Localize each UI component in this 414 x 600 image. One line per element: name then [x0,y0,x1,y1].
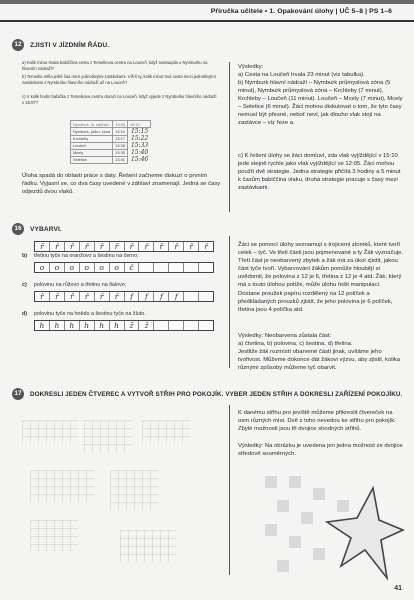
strip-item-instruction: polovinu tyče na hnědo a šestinu tyče na žluto. [34,311,146,317]
fraction-bar-cell[interactable]: ř [154,242,169,251]
task-16-results-title: Výsledky: Neobarvena zůstala část: [238,333,332,339]
fraction-bar[interactable] [34,262,214,273]
grid-paper [110,470,158,510]
timetable-time: 13:35 [113,149,128,156]
timetable-stop: Loučeň [71,142,113,149]
fraction-bar-cell[interactable]: ř [35,242,50,251]
task-17-results: Výsledky: Na obrázku je uvedena jen jedna možnost ze dvojice středově souměrných. [238,443,403,458]
timetable-stop: Mcely [71,149,113,156]
timetable-time: 13:17 [113,135,128,142]
fraction-bar-cell[interactable]: ž [139,321,154,330]
fraction-bar[interactable] [34,320,214,331]
fraction-bar-cell[interactable] [184,321,199,330]
task-12-result-a: a) Cesta na Loučeň trvala 23 minut (viz tabulka). [238,72,365,78]
grid-paper [142,420,190,444]
strip-item-instruction: polovinu na růžovo a třetinu na fialovo; [34,282,127,288]
fraction-bar-cell[interactable] [184,292,199,301]
timetable-header-row [71,121,151,128]
fraction-bar-cell[interactable] [154,321,169,330]
fraction-bar-cell[interactable]: f [125,292,140,301]
table-row [71,142,151,149]
timetable-header-stop: Nymburk, hl. nádraží [71,121,113,128]
strip-item-label: d) [22,311,28,317]
task-12-question-c: c) V kolik hodin babička z Temelkova centra dorazí na Louceň, když vyjede z Nymburku hlavního nádraží v 15:07? [22,94,217,105]
grid-paper [84,420,132,452]
page-number: 41 [394,585,402,592]
fraction-bar-cell[interactable]: h [50,321,65,330]
table-row [71,128,151,136]
task-17-badge: 17 [12,388,24,400]
fraction-bar-cell[interactable]: ř [169,242,184,251]
page-header [0,0,414,34]
room-net-illustration [255,470,405,585]
fraction-bar-cell[interactable]: ř [80,292,95,301]
fraction-bar-cell[interactable] [184,263,199,272]
timetable-handwritten-time: 15:46 [130,156,149,163]
fraction-bar-cell[interactable]: ř [65,292,80,301]
fraction-bar-cell[interactable] [139,263,154,272]
fraction-bar-cell[interactable] [169,263,184,272]
task-12-result-b: b) Nymburk hlavní nádraží – Nymburk průmyslová zóna (5 minut), Nymburk průmyslová zóna – Krchleby (7 minut), Krchleby – Loučeň (11 minut). Loučeň – Mcely (7 minut), Mcely – Seletice (6 minut). Žáci mohou diskutovat o tom, že tyto časy nemusí být přesné, neboť neví, jak dlouho vlak stojí na zastávce – viz řeze a. [238,80,403,127]
timetable-stop: Seletice [71,156,113,163]
table-row [71,156,151,163]
fraction-bar-cell[interactable]: ř [50,242,65,251]
grid-paper [22,420,78,444]
grid-paper [30,470,94,502]
fraction-bar-cell[interactable] [199,263,213,272]
timetable-handwritten-time: 15:33 [130,142,149,149]
fraction-bar-cell[interactable]: ř [125,242,140,251]
task-16-extra: Jestliže žák rozmístí obarvené části jinak, uvítáme jeho tvořivost. Můžeme dokonce dát žákovi výzvu, aby zjistil, kolika různými způsoby můžeme tyč obarvit. [238,349,401,372]
fraction-bar-cell[interactable]: č [125,263,140,272]
task-16-badge: 16 [12,223,24,235]
header-strip [0,0,414,4]
fraction-bar-cell[interactable]: ř [80,242,95,251]
task-12-question-b: b) Temelka měla ještě čas mezi jednotlivými zastávkami. Víš-li ty, kolik minut trvá cesta mezi jednotlivými zastávkami z Nymburku hlavního nádraží až na Louceň? [22,74,216,85]
task-12-badge: 12 [12,39,24,51]
grid-paper [120,530,176,562]
grid-paper [30,520,78,552]
task-12-question-a: a) Kolik minut trvala babiččina cesta z Temelkova centra na Louceň, když nastoupila u Nymburku na hlavním nádraží? [22,60,208,71]
timetable-handwritten-time: 15:15 [130,128,149,135]
fraction-bar-cell[interactable]: ř [35,292,50,301]
table-row [71,149,151,156]
fraction-bar-cell[interactable]: o [110,263,125,272]
table-row [71,135,151,142]
fraction-bar-cell[interactable]: o [35,263,50,272]
task-16-results: a) čtvrtina, b) polovina, c) šestina, d) třetina. [238,341,353,347]
fraction-bar-cell[interactable]: h [65,321,80,330]
fraction-bar-cell[interactable]: f [139,292,154,301]
fraction-bar-cell[interactable]: ř [139,242,154,251]
timetable-handwritten-time: 15:40 [130,149,149,156]
timetable-stop: Krchleby [71,135,113,142]
fraction-bar-cell[interactable]: h [110,321,125,330]
timetable-time: 13:41 [113,156,128,163]
header-rule [0,20,414,22]
task-12-results-title: Výsledky: [238,64,264,70]
fraction-bar-cell[interactable] [199,321,213,330]
strip-item-label: b) [22,253,28,259]
task-12-result-c: c) K řešení úlohy se žáci domluví, zda vlak vyjíždějící v 15:10 jede stejně rychle jako vlak vyjíždějící ve 12:05. Žáci mohou použít dvě strategie. Jedna strategie přičítá 3 hodiny a 5 minut k časům babiččina vlaku, druhá strategie pracuje s časy mezi zastávkami. [238,153,401,192]
column-divider-middle [229,236,230,368]
column-divider-top [229,62,230,212]
task-17-title: DOKRESLI JEDEN ČTVEREC A VYTVOŘ STŘIH PRO POKOJÍK. VYBER JEDEN STŘIH A DOKRESLI ZAŘÍZENÍ POKOJÍKU. [30,391,403,398]
fraction-bar[interactable] [34,241,214,252]
timetable-header-time-1: 13:06 [113,121,128,128]
fraction-bar-cell[interactable]: ř [184,242,199,251]
strip-item-instruction: třetinu tyče na oranžovo a šestinu na černo; [34,253,139,259]
timetable-stop: Nymburk, prům. zóna [71,128,113,136]
fraction-bar-cell[interactable]: f [154,292,169,301]
fraction-bar-cell[interactable]: o [80,263,95,272]
fraction-bar-cell[interactable] [169,321,184,330]
fraction-bar-cell[interactable]: ř [110,242,125,251]
fraction-bar-cell[interactable]: ř [204,242,208,251]
fraction-bar-cell[interactable]: o [50,263,65,272]
timetable-time: 13:28 [113,142,128,149]
fraction-bar-cell[interactable]: ř [110,292,125,301]
task-17-explanation: K danému střihu pro jevíště můžeme přikreslit čtvereček na osm různých míst. Dvě z toho nevedou ke střihu pro pokojík. Zbylé možnosti jsou tři dvojice shodných střihů. [238,410,396,433]
header-title: Příručka učitele • 1. Opakování úlohy | UČ 5–8 | PS 1–6 [210,8,392,15]
fraction-bar-cell[interactable]: ř [50,292,65,301]
fraction-bar-cell[interactable]: ř [95,292,110,301]
fraction-bar-cell[interactable]: ř [95,242,110,251]
timetable [70,120,151,164]
task-12-explanation: Úloha spadá do oblasti práce s daty. Řešení začneme diskuzí o prvním řádku. Vyjasní se, co dva časy uvedené v záhlaví znamenají. Jedná se časy odjezdů dvou vlaků. [22,173,221,196]
column-divider-bottom [229,405,230,575]
fraction-bar-cell[interactable]: h [35,321,50,330]
fraction-bar-cell[interactable] [199,292,213,301]
fraction-bar-cell[interactable] [154,263,169,272]
fraction-bar[interactable] [34,291,214,302]
task-12-title: ZJISTI V JÍZDNÍM ŘÁDU. [30,42,110,49]
fraction-bar-cell[interactable]: f [169,292,184,301]
fraction-bar-cell[interactable]: h [80,321,95,330]
task-16-title: VYBARVI. [30,226,62,233]
strip-item-label: c) [22,282,27,288]
fraction-bar-cell[interactable]: o [95,263,110,272]
timetable-handwritten-time: 15:22 [130,135,149,142]
fraction-bar-cell[interactable]: h [95,321,110,330]
timetable-header-time-2: 15:10 [127,121,150,128]
fraction-bar-cell[interactable]: ř [65,242,80,251]
timetable-time: 13:10 [113,128,128,136]
fraction-bar-cell[interactable]: ž [125,321,140,330]
fraction-bar-cell[interactable]: o [65,263,80,272]
task-16-explanation: Žáci se pomocí úlohy seznamují s trojicemi zlomků, které tvoří celek – tyč. Ve třetí části jsou pojmenované a ty Žák vyznačuje. Třetí část je neobarvený zbytek a žák má za úkol zjistit, jakou část tyče tvoří. Vybarvování žákům pomůže hloubějí si uvědomit, že polovina z 12 je 6, třetina z 12 je 4 atd. Žák, který má s touto úlohou potíže, může úlohu řešit manipulací. Dostane proužek papíru rozdělený na 12 políček a předkládaných prouzků zjistit, že jeho polovina je 6 políček, třetina jsou 4 políčka atd. [238,242,404,313]
